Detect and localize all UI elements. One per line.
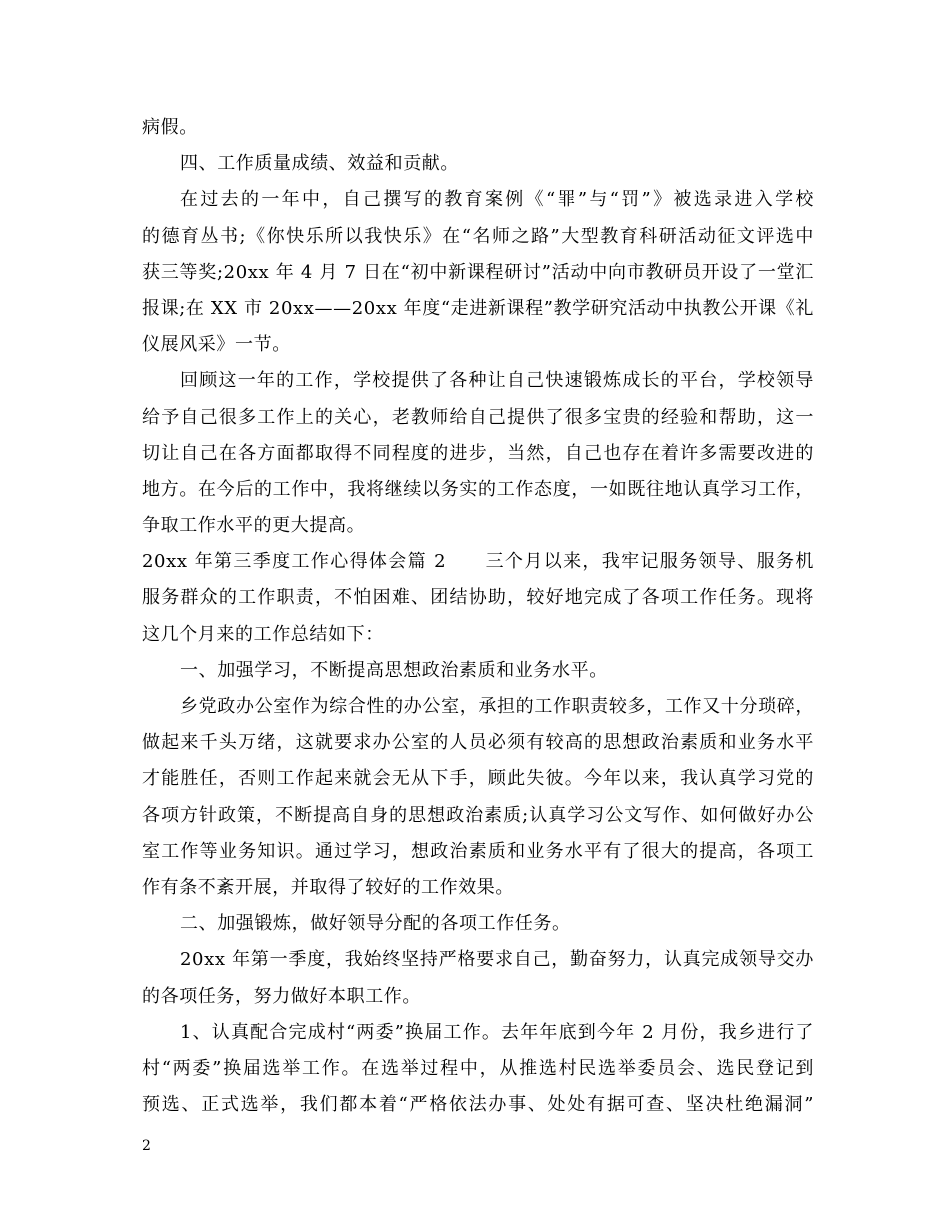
text-line: 报课;在 XX 市 20xx——20xx 年度“走进新课程”教学研究活动中执教公开课《礼 [142, 297, 814, 319]
text-line: 室工作等业务知识。通过学习，想政治素质和业务水平有了很大的提高，各项工 [142, 840, 814, 862]
text-line: 作有条不紊开展，并取得了较好的工作效果。 [142, 876, 514, 898]
text-line: 预选、正式选举，我们都本着“严格依法办事、处处有据可查、坚决杜绝漏洞” [142, 1094, 814, 1116]
text-line: 给予自己很多工作上的关心，老教师给自己提供了很多宝贵的经验和帮助，这一 [142, 406, 814, 428]
text-line: 才能胜任，否则工作起来就会无从下手，顾此失彼。今年以来，我认真学习党的 [142, 768, 814, 790]
text-line: 这几个月来的工作总结如下： [142, 623, 384, 645]
text-line: 1、认真配合完成村“两委”换届工作。去年年底到今年 2 月份，我乡进行了 [180, 1021, 814, 1043]
text-line: 服务群众的工作职责，不怕困难、团结协助，较好地完成了各项工作任务。现将 [142, 587, 814, 609]
text-line: 一、加强学习，不断提高思想政治素质和业务水平。 [180, 659, 608, 681]
text-line: 病假。 [142, 117, 198, 138]
text-line: 四、工作质量成绩、效益和贡献。 [180, 153, 459, 175]
text-line: 做起来千头万绪，这就要求办公室的人员必须有较高的思想政治素质和业务水平 [142, 732, 814, 754]
page-number: 2 [142, 1138, 151, 1154]
text-line: 20xx 年第三季度工作心得体会篇 2 三个月以来，我牢记服务领导、服务机 [142, 551, 814, 573]
text-line: 20xx 年第一季度，我始终坚持严格要求自己，勤奋努力，认真完成领导交办 [180, 949, 814, 971]
text-line: 获三等奖;20xx 年 4 月 7 日在“初中新课程研讨”活动中向市教研员开设了一堂汇 [142, 261, 814, 283]
text-line: 二、加强锻炼，做好领导分配的各项工作任务。 [180, 913, 571, 935]
text-line: 的各项任务，努力做好本职工作。 [142, 985, 421, 1007]
text-line: 在过去的一年中，自己撰写的教育案例《“罪”与“罚”》被选录进入学校 [180, 189, 814, 211]
text-line: 地方。在今后的工作中，我将继续以务实的工作态度，一如既往地认真学习工作， [142, 478, 814, 500]
document-body [142, 110, 814, 1123]
text-line: 切让自己在各方面都取得不同程度的进步，当然，自己也存在着许多需要改进的 [142, 442, 814, 464]
text-line: 的德育丛书;《你快乐所以我快乐》在“名师之路”大型教育科研活动征文评选中 [142, 225, 814, 247]
text-line: 各项方针政策，不断提高自身的思想政治素质;认真学习公文写作、如何做好办公 [142, 804, 814, 826]
text-line: 村“两委”换届选举工作。在选举过程中，从推选村民选举委员会、选民登记到 [142, 1057, 814, 1079]
text-line: 乡党政办公室作为综合性的办公室，承担的工作职责较多，工作又十分琐碎， [180, 696, 814, 717]
text-line: 仪展风采》一节。 [142, 334, 291, 356]
text-line: 回顾这一年的工作，学校提供了各种让自己快速锻炼成长的平台，学校领导 [180, 370, 814, 392]
text-line: 争取工作水平的更大提高。 [142, 515, 366, 537]
